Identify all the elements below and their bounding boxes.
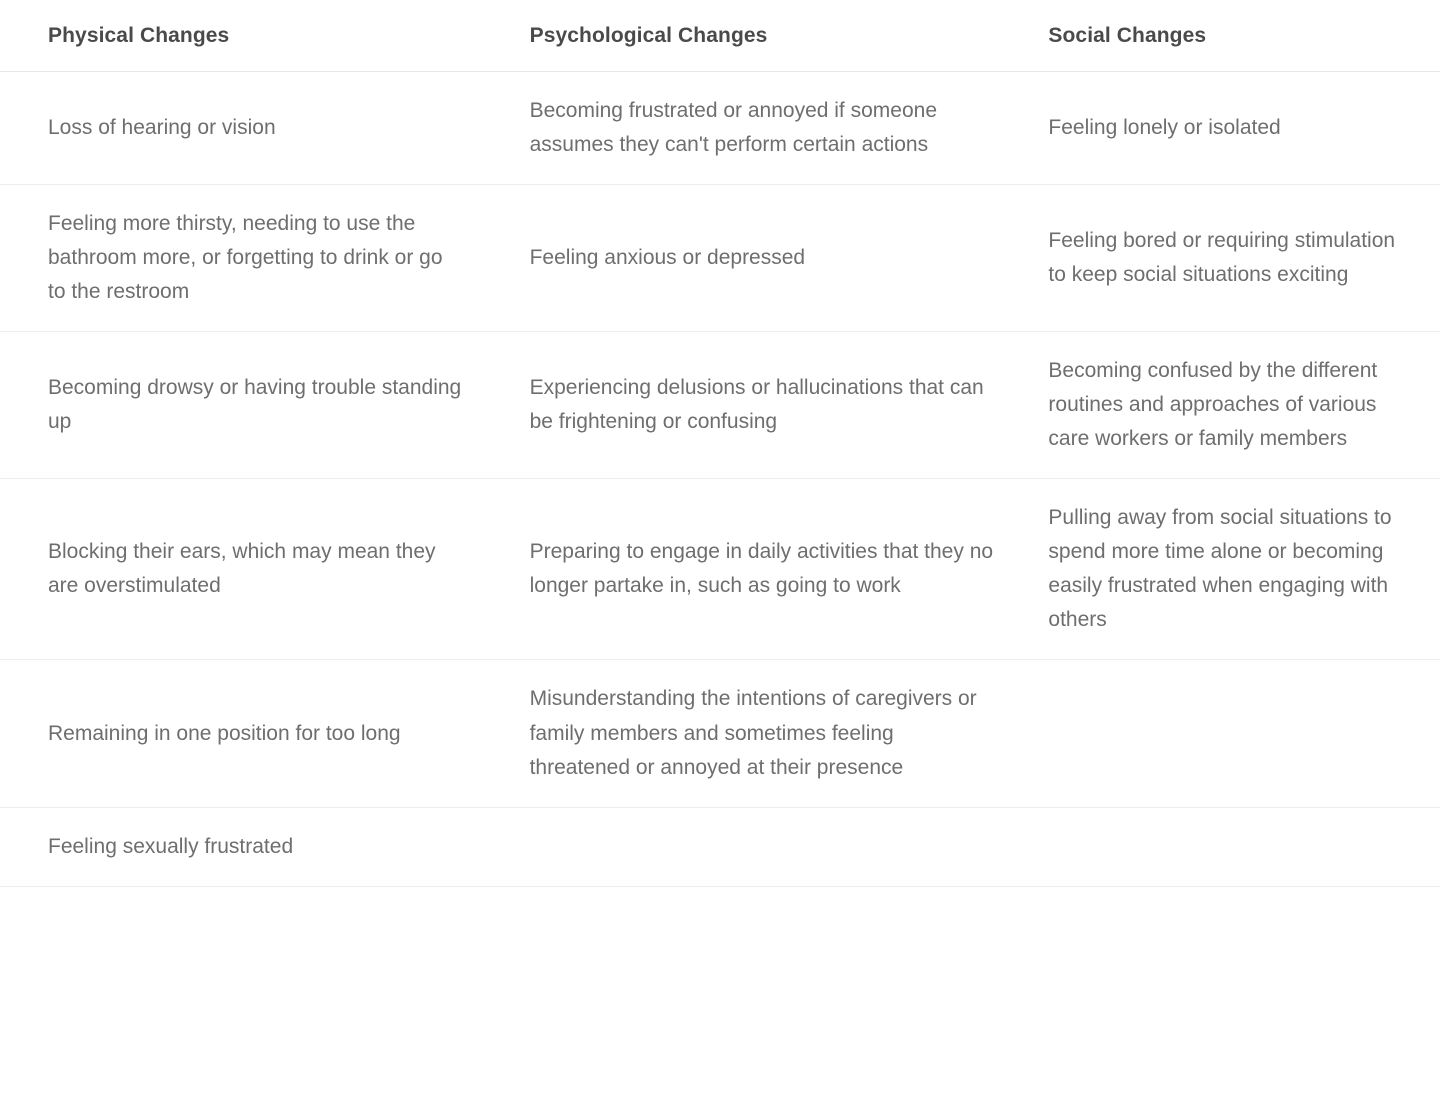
cell-physical: Becoming drowsy or having trouble standing up — [0, 332, 490, 479]
cell-psychological: Misunderstanding the intentions of caregivers or family members and sometimes feeling threatened or annoyed at their presence — [490, 660, 1023, 807]
column-header-social-changes: Social Changes — [1022, 0, 1440, 72]
table-header — [0, 0, 1440, 72]
table-row — [0, 332, 1440, 479]
cell-social — [1022, 807, 1440, 886]
table-row — [0, 660, 1440, 807]
table-header-row — [0, 0, 1440, 72]
cell-psychological: Experiencing delusions or hallucinations that can be frightening or confusing — [490, 332, 1023, 479]
cell-social: Feeling bored or requiring stimulation to keep social situations exciting — [1022, 185, 1440, 332]
cell-psychological — [490, 807, 1023, 886]
table-row — [0, 185, 1440, 332]
table-row — [0, 479, 1440, 660]
column-header-psychological-changes: Psychological Changes — [490, 0, 1023, 72]
cell-physical: Blocking their ears, which may mean they are overstimulated — [0, 479, 490, 660]
table-body — [0, 72, 1440, 886]
cell-psychological: Feeling anxious or depressed — [490, 185, 1023, 332]
table-row — [0, 807, 1440, 886]
cell-psychological: Preparing to engage in daily activities that they no longer partake in, such as going to work — [490, 479, 1023, 660]
cell-social: Feeling lonely or isolated — [1022, 72, 1440, 185]
cell-physical: Remaining in one position for too long — [0, 660, 490, 807]
cell-psychological: Becoming frustrated or annoyed if someone assumes they can't perform certain actions — [490, 72, 1023, 185]
cell-social: Pulling away from social situations to spend more time alone or becoming easily frustrated when engaging with others — [1022, 479, 1440, 660]
cell-physical: Loss of hearing or vision — [0, 72, 490, 185]
table-row — [0, 72, 1440, 185]
cell-physical: Feeling more thirsty, needing to use the bathroom more, or forgetting to drink or go to the restroom — [0, 185, 490, 332]
column-header-physical-changes: Physical Changes — [0, 0, 490, 72]
cell-physical: Feeling sexually frustrated — [0, 807, 490, 886]
cell-social: Becoming confused by the different routines and approaches of various care workers or family members — [1022, 332, 1440, 479]
cell-social — [1022, 660, 1440, 807]
